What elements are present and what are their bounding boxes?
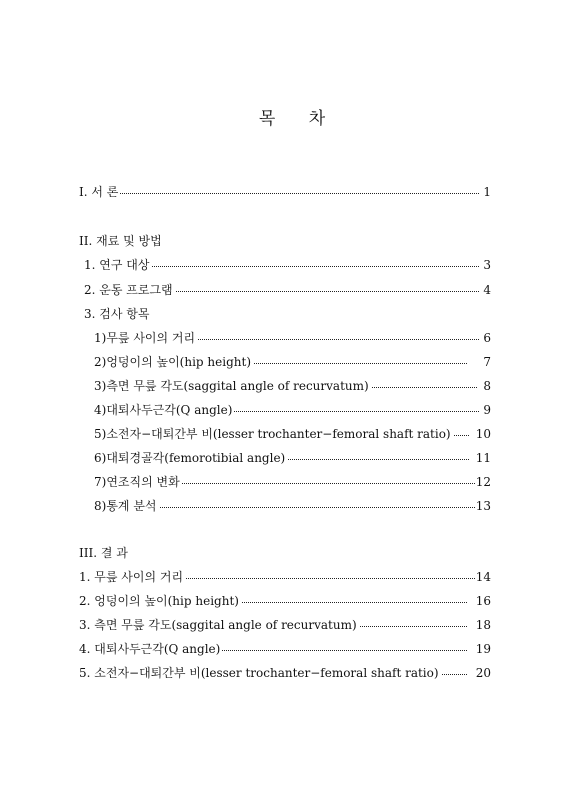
toc-entry-page: 9 (483, 403, 491, 417)
toc-entry-page: 1 (483, 185, 491, 199)
toc-entry-title: 2. 운동 프로그램 (84, 283, 173, 297)
toc-entry-title: 1. 무릎 사이의 거리 (79, 570, 184, 584)
toc-entry-page: 20 (475, 666, 491, 680)
toc-entry[interactable] (94, 402, 491, 418)
toc-entry-title: 4. 대퇴사두근각(Q angle) (79, 642, 221, 656)
toc-entry-title: 7)연조직의 변화 (94, 475, 180, 489)
toc-entry-page: 19 (475, 642, 491, 656)
toc-entry-title: 3)측면 무릎 각도(saggital angle of recurvatum) (94, 379, 369, 393)
toc-entry-page: 3 (483, 258, 491, 272)
toc-entry-title: 3. 측면 무릎 각도(saggital angle of recurvatum) (79, 618, 357, 632)
toc-entry[interactable] (94, 354, 491, 370)
toc-entry[interactable] (79, 184, 491, 200)
toc-entry-title: 2. 엉덩이의 높이(hip height) (79, 594, 239, 608)
toc-entry-title: 1. 연구 대상 (84, 258, 150, 272)
toc-entry-page: 6 (483, 331, 491, 345)
toc-entry[interactable] (79, 665, 491, 681)
toc-entry-title: 1)무릎 사이의 거리 (94, 331, 196, 345)
toc-entry-page: 18 (475, 618, 491, 632)
toc-entry[interactable] (79, 593, 491, 609)
toc-entry[interactable] (79, 617, 491, 633)
toc-entry-page: 8 (483, 379, 491, 393)
toc-entry-title: 6)대퇴경골각(femorotibial angle) (94, 451, 286, 465)
toc-entry[interactable] (94, 330, 491, 346)
toc-entry[interactable] (94, 450, 491, 466)
section-heading: II. 재료 및 방법 (79, 234, 162, 248)
toc-entry-page: 16 (475, 594, 491, 608)
toc-entry-page: 4 (483, 283, 491, 297)
toc-entry-title: I. 서 론 (79, 185, 119, 199)
dot-leader (79, 193, 479, 194)
toc-entry-page: 7 (483, 355, 491, 369)
section-heading: 3. 검사 항목 (84, 307, 150, 321)
section-heading: III. 결 과 (79, 546, 128, 560)
toc-entry[interactable] (94, 426, 491, 442)
toc-entry[interactable] (84, 257, 491, 273)
toc-entry-page: 10 (475, 427, 491, 441)
toc-entry-title: 2)엉덩이의 높이(hip height) (94, 355, 252, 369)
toc-entry-page: 12 (475, 475, 491, 489)
toc-entry[interactable] (94, 498, 491, 514)
toc-entry[interactable] (79, 641, 491, 657)
toc-entry[interactable] (94, 474, 491, 490)
toc-entry-title: 4)대퇴사두근각(Q angle) (94, 403, 233, 417)
toc-entry-page: 14 (475, 570, 491, 584)
toc-entry-page: 11 (475, 451, 491, 465)
toc-entry[interactable] (94, 378, 491, 394)
toc-entry-title: 5)소전자−대퇴간부 비(lesser trochanter−femoral shaft ratio) (94, 427, 451, 441)
toc-entry-page: 13 (475, 499, 491, 513)
toc-entry[interactable] (84, 282, 491, 298)
toc-entry[interactable] (79, 569, 491, 585)
toc-entry-title: 8)통계 분석 (94, 499, 157, 513)
toc-entry-title: 5. 소전자−대퇴간부 비(lesser trochanter−femoral shaft ratio) (79, 666, 439, 680)
page-title: 목 차 (258, 109, 340, 129)
